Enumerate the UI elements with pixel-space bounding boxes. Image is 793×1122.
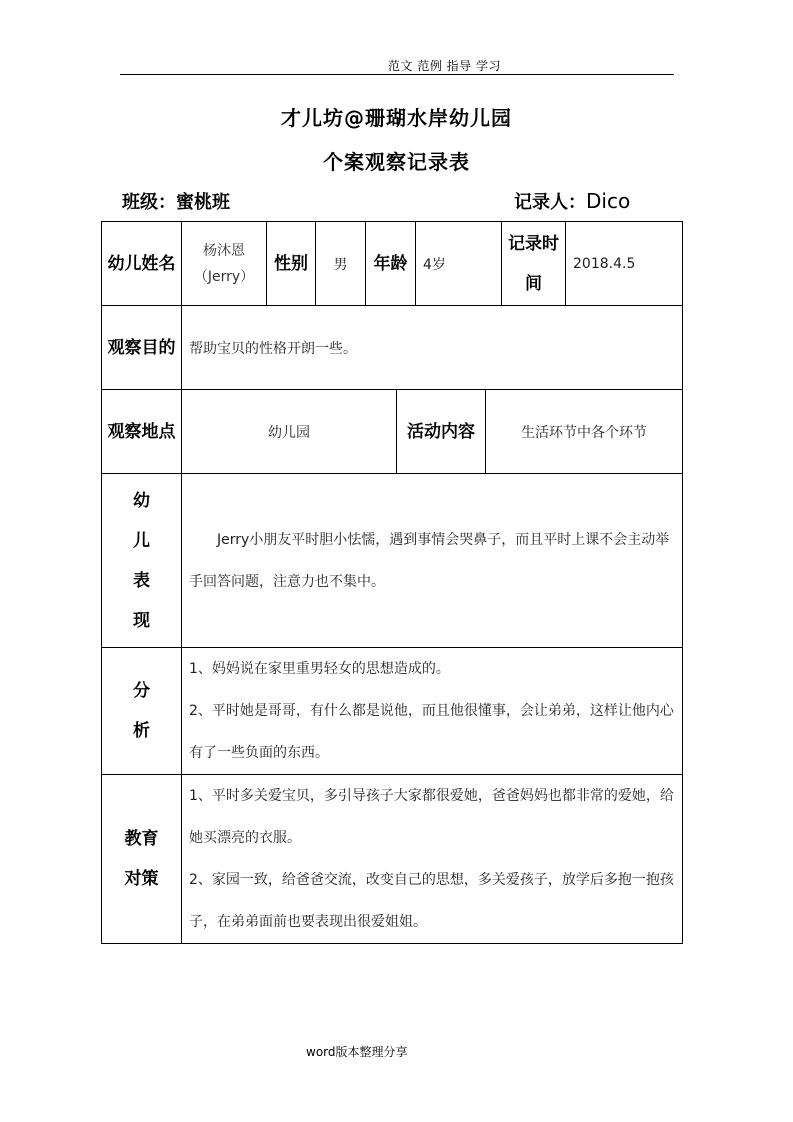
behavior-label-text: 幼儿表现: [133, 490, 150, 631]
gender-label: 性别: [267, 222, 316, 306]
name-value-chinese: 杨沐恩: [203, 242, 245, 259]
strategy-label-text: 教育对策: [124, 829, 159, 889]
strategy-item: 2、家园一致，给爸爸交流，改变自己的思想，多关爱孩子，放学后多抱一抱孩子，在弟弟面前也要表现出很爱姐姐。: [189, 872, 674, 930]
strategy-item: 1、平时多关爱宝贝，多引导孩子大家都很爱她，爸爸妈妈也都非常的爱她，给她买漂亮的衣服。: [189, 788, 674, 846]
table-row: [102, 222, 683, 306]
record-time-value: 2018.4.5: [566, 222, 683, 306]
recorder-info: [514, 188, 630, 214]
page-footer-text: word版本整理分享: [306, 1045, 408, 1059]
record-time-label: 记录时间: [502, 222, 566, 306]
name-value-english: （Jerry）: [193, 268, 255, 285]
purpose-label: 观察目的: [102, 306, 182, 390]
school-title: 才儿坊@珊瑚水岸幼儿园: [281, 106, 512, 130]
analysis-value: [182, 648, 683, 775]
form-title: 个案观察记录表: [323, 150, 470, 174]
behavior-value: [182, 474, 683, 648]
activity-value: 生活环节中各个环节: [486, 390, 683, 474]
name-label: 幼儿姓名: [102, 222, 182, 306]
recorder-label: 记录人：: [514, 192, 586, 213]
table-row: [102, 390, 683, 474]
table-row: [102, 775, 683, 944]
behavior-text: Jerry小朋友平时胆小怯懦，遇到事情会哭鼻子，而且平时上课不会主动举手回答问题，注意力也不集中。: [189, 531, 670, 590]
class-value: 蜜桃班: [176, 192, 230, 213]
analysis-label: [102, 648, 182, 775]
location-label: 观察地点: [102, 390, 182, 474]
analysis-item: 2、平时她是哥哥，有什么都是说他，而且他很懂事，会让弟弟，这样让他内心有了一些负面的东西。: [189, 703, 674, 761]
observation-record-table: [101, 221, 683, 944]
age-value: 4岁: [416, 222, 502, 306]
name-value: [182, 222, 267, 306]
table-row: [102, 474, 683, 648]
activity-label: 活动内容: [397, 390, 486, 474]
page-header-text: 范文 范例 指导 学习: [388, 59, 501, 73]
purpose-value: 帮助宝贝的性格开朗一些。: [182, 306, 683, 390]
analysis-label-text: 分析: [133, 681, 150, 741]
header-divider: [120, 74, 674, 75]
class-info: [122, 188, 230, 214]
table-row: [102, 306, 683, 390]
age-label: 年龄: [366, 222, 416, 306]
class-label: 班级：: [122, 192, 176, 213]
recorder-value: Dico: [586, 189, 631, 213]
gender-value: 男: [316, 222, 366, 306]
analysis-item: 1、妈妈说在家里重男轻女的思想造成的。: [189, 661, 450, 677]
strategy-value: [182, 775, 683, 944]
table-row: [102, 648, 683, 775]
strategy-label: [102, 775, 182, 944]
behavior-label: [102, 474, 182, 648]
location-value: 幼儿园: [182, 390, 397, 474]
